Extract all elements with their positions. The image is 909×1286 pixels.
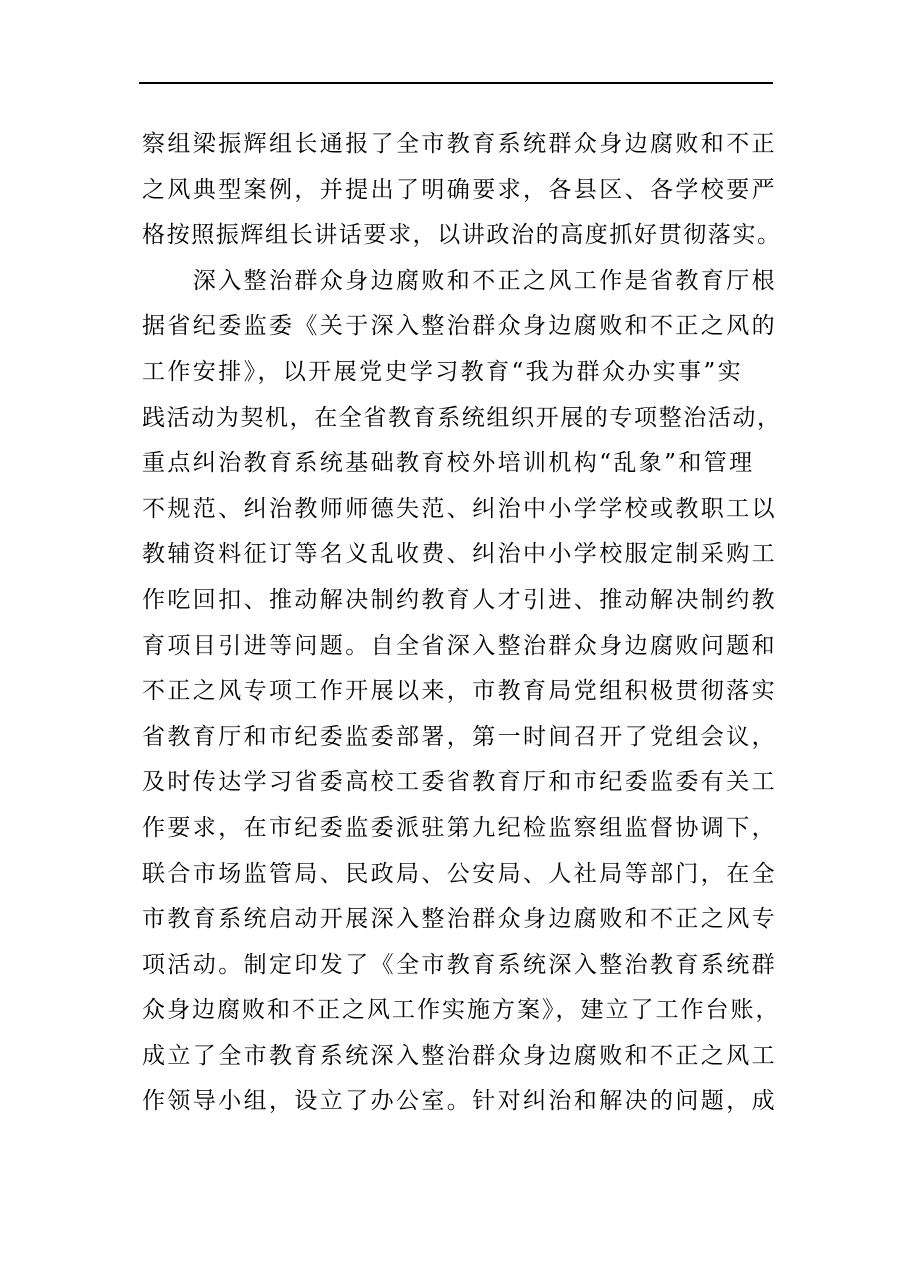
- text-line: 不规范、纠治教师师德失范、纠治中小学学校或教职工以: [142, 495, 777, 522]
- header-rule: [139, 82, 773, 84]
- text-line: 不正之风专项工作开展以来，市教育局党组积极贯彻落实: [142, 678, 777, 705]
- text-line: 之风典型案例，并提出了明确要求，各县区、各学校要严: [142, 176, 777, 203]
- text-line: 重点纠治教育系统基础教育校外培训机构“乱象”和管理: [142, 450, 755, 477]
- text-line: 作领导小组，设立了办公室。针对纠治和解决的问题，成: [142, 1088, 777, 1115]
- text-line: 育项目引进等问题。自全省深入整治群众身边腐败问题和: [142, 632, 777, 659]
- text-line: 格按照振辉组长讲话要求，以讲政治的高度抓好贯彻落实。: [142, 222, 782, 249]
- text-line: 市教育系统启动开展深入整治群众身边腐败和不正之风专: [142, 906, 777, 933]
- text-line: 成立了全市教育系统深入整治群众身边腐败和不正之风工: [142, 1042, 777, 1069]
- text-line: 践活动为契机，在全省教育系统组织开展的专项整治活动，: [142, 404, 782, 431]
- text-line: 众身边腐败和不正之风工作实施方案》，建立了工作台账，: [142, 997, 781, 1024]
- text-line: 省教育厅和市纪委监委部署，第一时间召开了党组会议，: [142, 723, 777, 750]
- text-line: 作要求，在市纪委监委派驻第九纪检监察组监督协调下，: [142, 814, 777, 841]
- body-text: [142, 122, 782, 1125]
- paragraph-first-line: 深入整治群众身边腐败和不正之风工作是省教育厅根: [142, 267, 777, 294]
- text-line: 联合市场监管局、民政局、公安局、人社局等部门，在全: [142, 860, 777, 887]
- text-line: 工作安排》，以开展党史学习教育“我为群众办实事”实: [142, 358, 744, 385]
- text-line: 作吃回扣、推动解决制约教育人才引进、推动解决制约教: [142, 586, 777, 613]
- text-line: 察组梁振辉组长通报了全市教育系统群众身边腐败和不正: [142, 131, 777, 157]
- text-line: 据省纪委监委《关于深入整治群众身边腐败和不正之风的: [142, 313, 777, 340]
- text-line: 教辅资料征订等名义乱收费、纠治中小学校服定制采购工: [142, 541, 777, 568]
- text-line: 及时传达学习省委高校工委省教育厅和市纪委监委有关工: [142, 769, 777, 796]
- text-line: 项活动。制定印发了《全市教育系统深入整治教育系统群: [142, 951, 777, 978]
